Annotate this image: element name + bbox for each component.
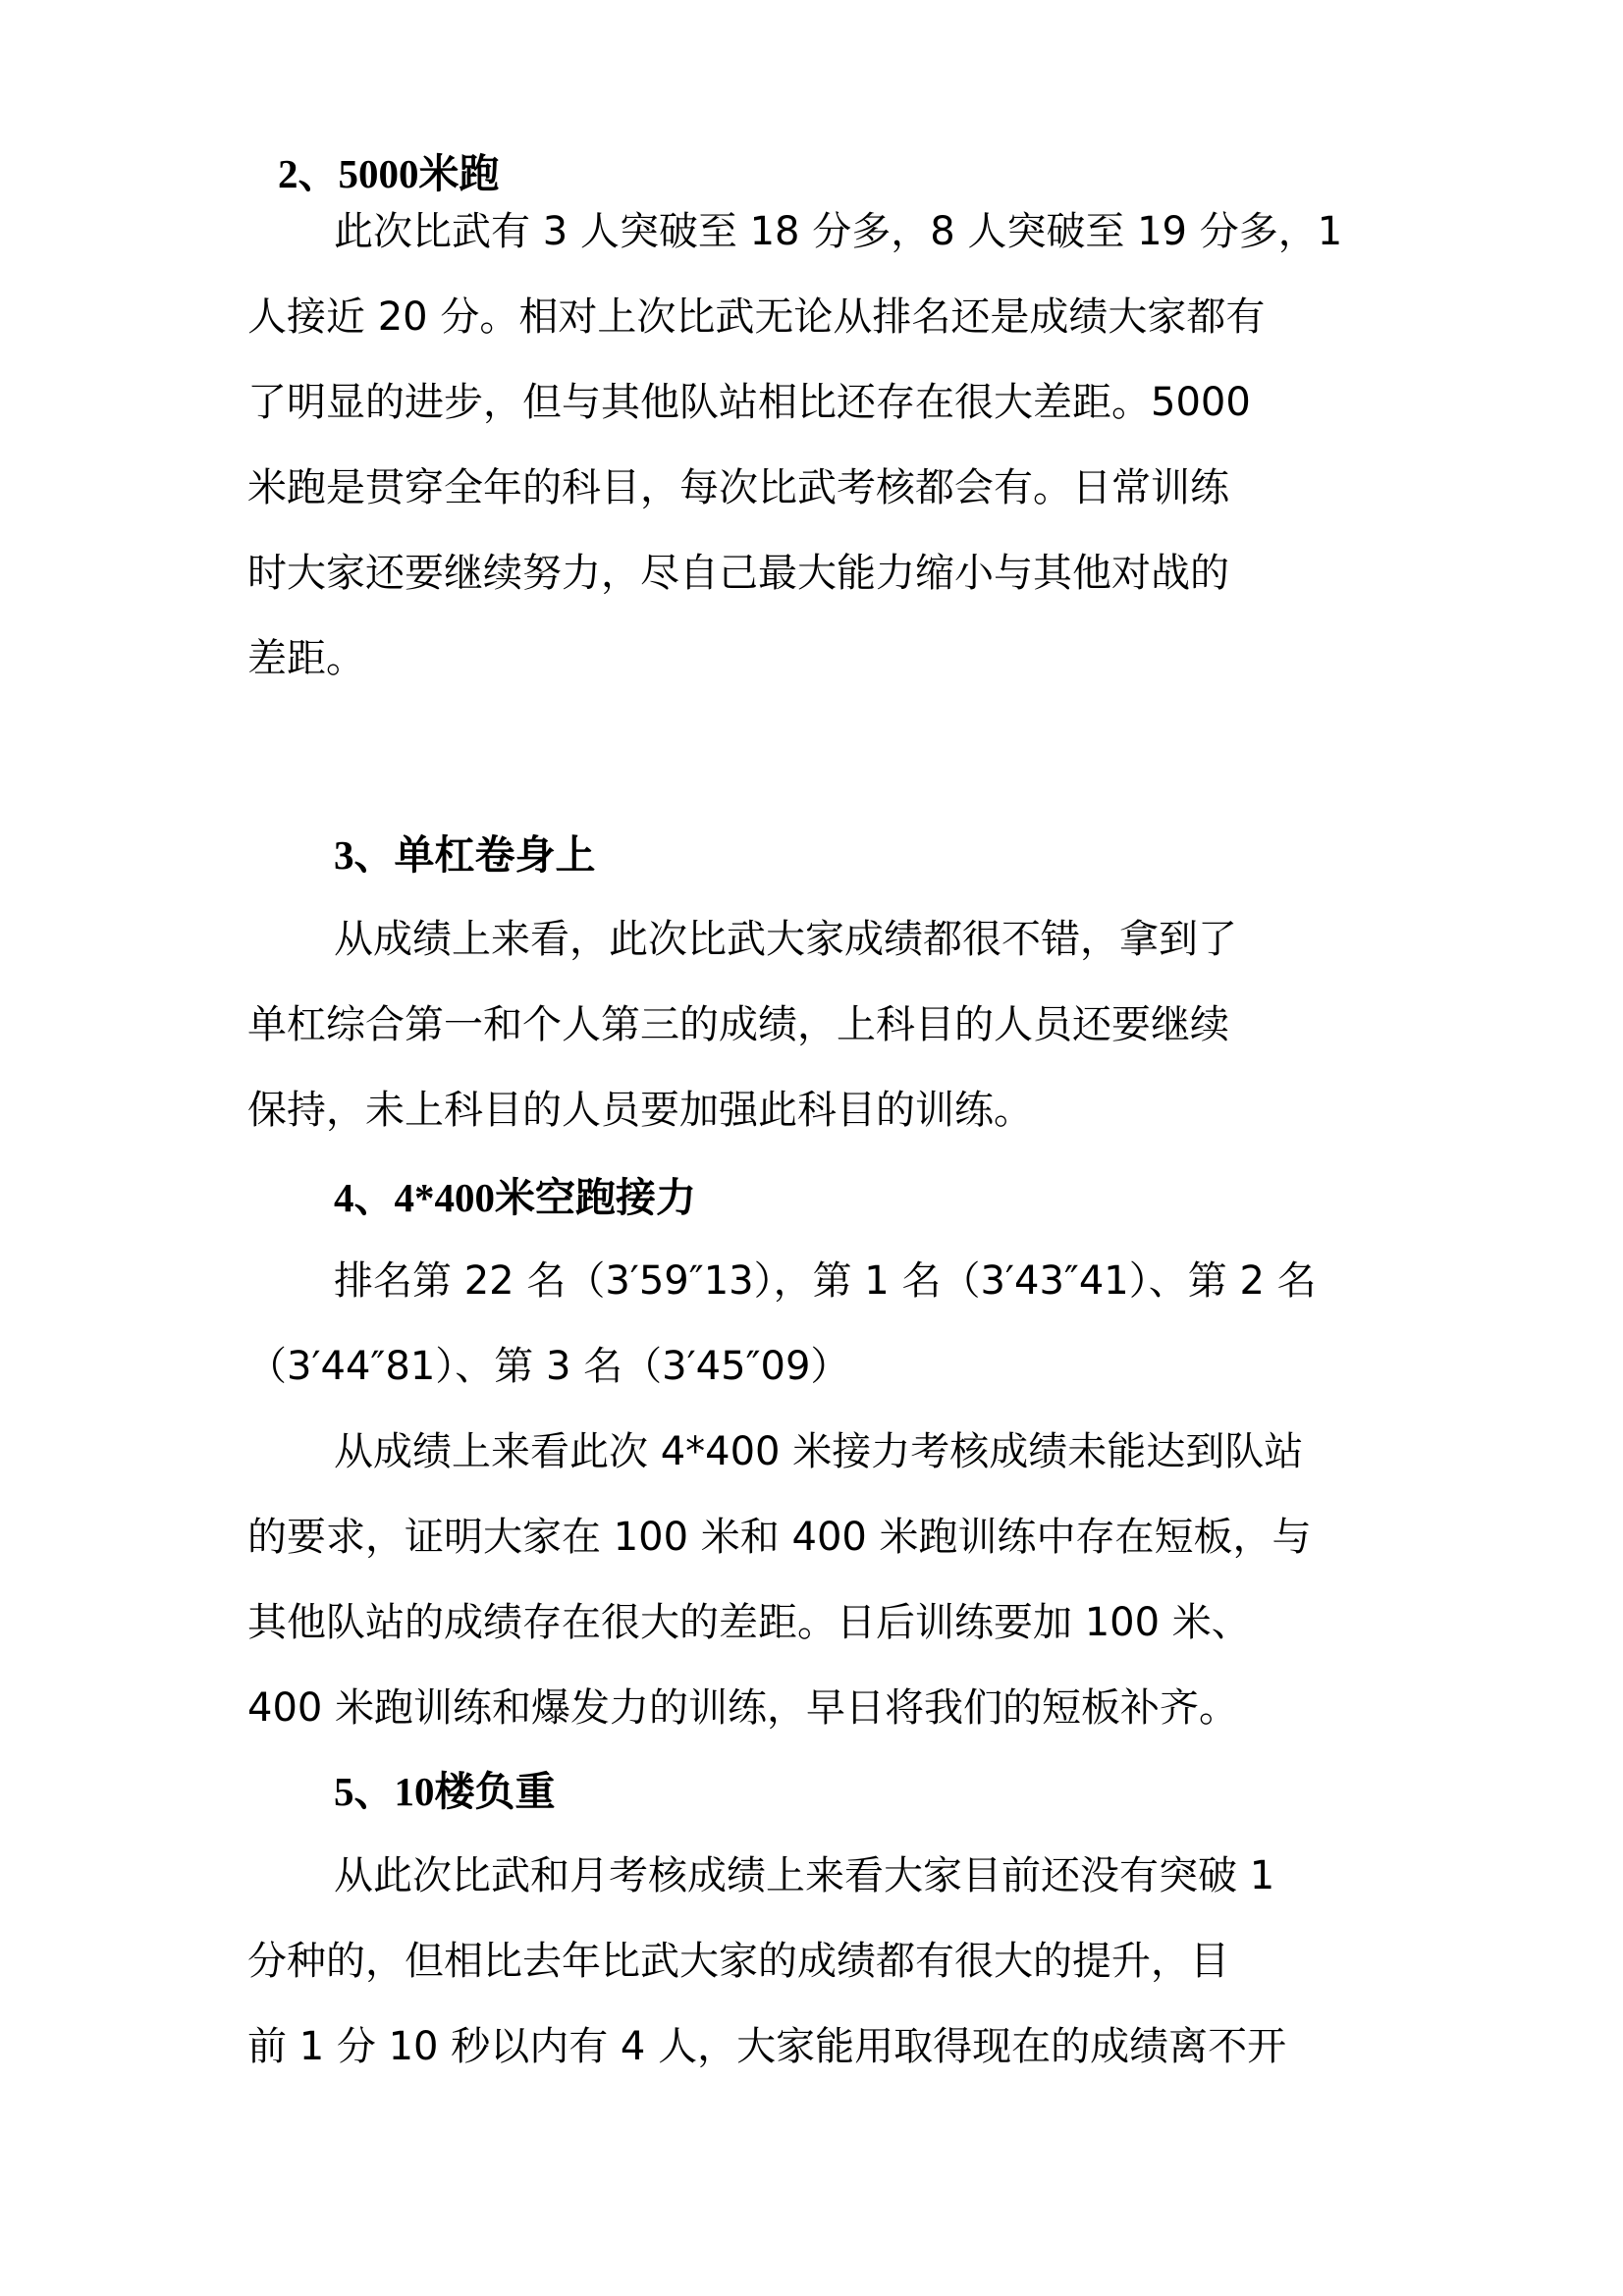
paragraph-line: 的要求，证明大家在 100 米和 400 米跑训练中存在短板，与: [247, 1515, 1312, 1560]
section-heading-5000m-run: 2、5000米跑: [278, 151, 500, 196]
paragraph-line: 单杠综合第一和个人第三的成绩，上科目的人员还要继续: [247, 1002, 1229, 1047]
paragraph-weighted-stairs: [247, 1834, 1426, 2090]
paragraph-relay-ranking: [247, 1239, 1426, 1410]
section-heading-relay: 4、4*400米空跑接力: [334, 1175, 696, 1220]
paragraph-line: （3′44″81）、第 3 名（3′45″09）: [247, 1344, 850, 1389]
paragraph-line: 此次比武有 3 人突破至 18 分多，8 人突破至 19 分多，1: [334, 209, 1343, 254]
paragraph-line: 排名第 22 名（3′59″13），第 1 名（3′43″41）、第 2 名: [334, 1258, 1317, 1304]
paragraph-line: 前 1 分 10 秒以内有 4 人，大家能用取得现在的成绩离不开: [247, 2024, 1287, 2069]
paragraph-line: 时大家还要继续努力，尽自己最大能力缩小与其他对战的: [247, 551, 1229, 596]
paragraph-line: 分种的，但相比去年比武大家的成绩都有很大的提升，目: [247, 1939, 1229, 1984]
paragraph-line: 其他队站的成绩存在很大的差距。日后训练要加 100 米、: [247, 1600, 1251, 1645]
paragraph-pull-up: [247, 897, 1426, 1153]
section-heading-pull-up: 3、单杠卷身上: [334, 832, 596, 878]
paragraph-line: 米跑是贯穿全年的科目，每次比武考核都会有。日常训练: [247, 465, 1229, 510]
paragraph-line: 从此次比武和月考核成绩上来看大家目前还没有突破 1: [334, 1853, 1275, 1898]
paragraph-relay-analysis: [247, 1410, 1426, 1751]
paragraph-line: 人接近 20 分。相对上次比武无论从排名还是成绩大家都有: [247, 294, 1266, 340]
paragraph-5000m-run: [247, 189, 1426, 702]
paragraph-line: 差距。: [247, 636, 365, 681]
paragraph-line: 从成绩上来看，此次比武大家成绩都很不错，拿到了: [334, 917, 1237, 962]
section-heading-weighted-stairs: 5、10楼负重: [334, 1769, 556, 1814]
paragraph-line: 从成绩上来看此次 4*400 米接力考核成绩未能达到队站: [334, 1429, 1304, 1474]
paragraph-line: 了明显的进步，但与其他队站相比还存在很大差距。5000: [247, 380, 1251, 425]
paragraph-line: 400 米跑训练和爆发力的训练，早日将我们的短板补齐。: [247, 1685, 1239, 1731]
paragraph-line: 保持，未上科目的人员要加强此科目的训练。: [247, 1088, 1033, 1133]
